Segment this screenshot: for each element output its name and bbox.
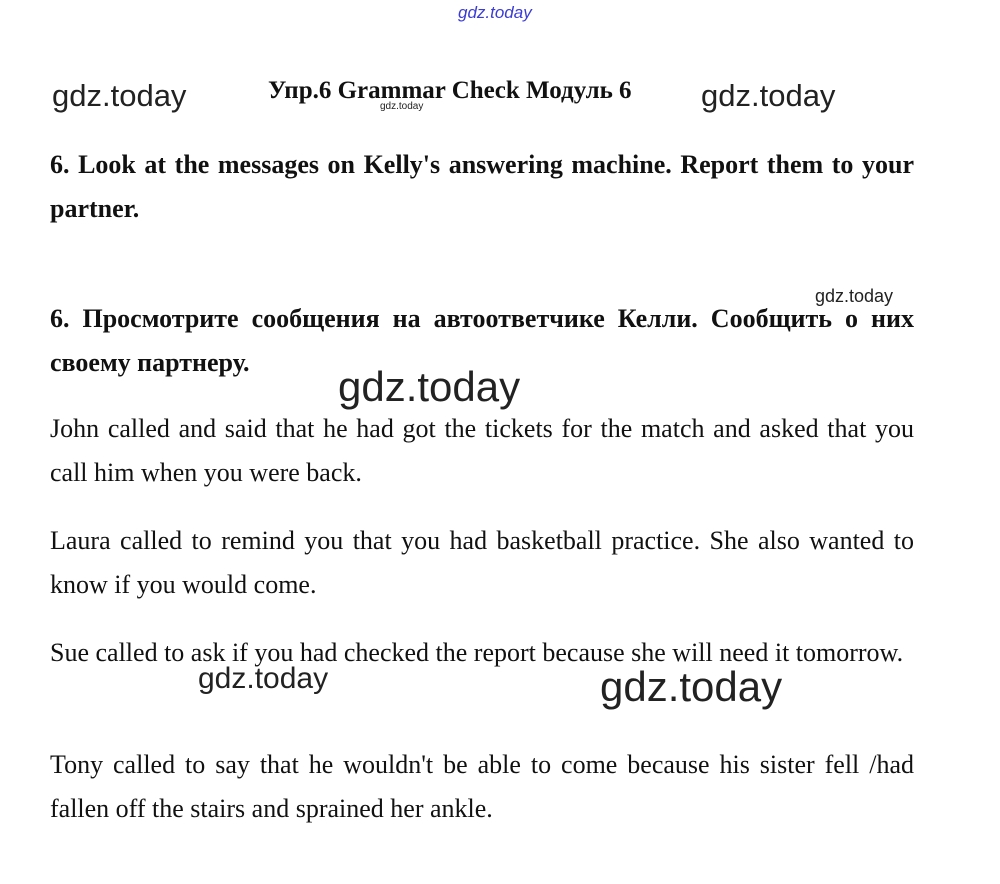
watermark-right: gdz.today xyxy=(701,78,836,113)
watermark-center-left: gdz.today xyxy=(198,662,329,695)
watermark-mid: gdz.today xyxy=(815,286,894,306)
watermark-left: gdz.today xyxy=(52,78,187,113)
answer-john: John called and said that he had got the tickets for the match and asked that you call him when you were back. xyxy=(50,414,914,487)
task-russian: 6. Просмотрите сообщения на автоответчике Келли. Сообщить о них своему партнеру. xyxy=(50,304,914,377)
task-english: 6. Look at the messages on Kelly's answering machine. Report them to your partner. xyxy=(50,150,914,223)
answer-sue: Sue called to ask if you had checked the report because she will need it tomorrow. xyxy=(50,638,904,667)
answer-laura: Laura called to remind you that you had basketball practice. She also wanted to know if you would come. xyxy=(50,526,914,599)
watermark-large: gdz.today xyxy=(338,363,521,410)
page-title: Упр.6 Grammar Check Модуль 6 xyxy=(268,77,632,104)
watermark-center-right: gdz.today xyxy=(600,663,783,710)
watermark-top[interactable]: gdz.today xyxy=(458,3,532,22)
watermark-small: gdz.today xyxy=(380,101,424,112)
answer-tony: Tony called to say that he wouldn't be able to come because his sister fell /had fallen off the stairs and sprained her ankle. xyxy=(50,750,914,823)
